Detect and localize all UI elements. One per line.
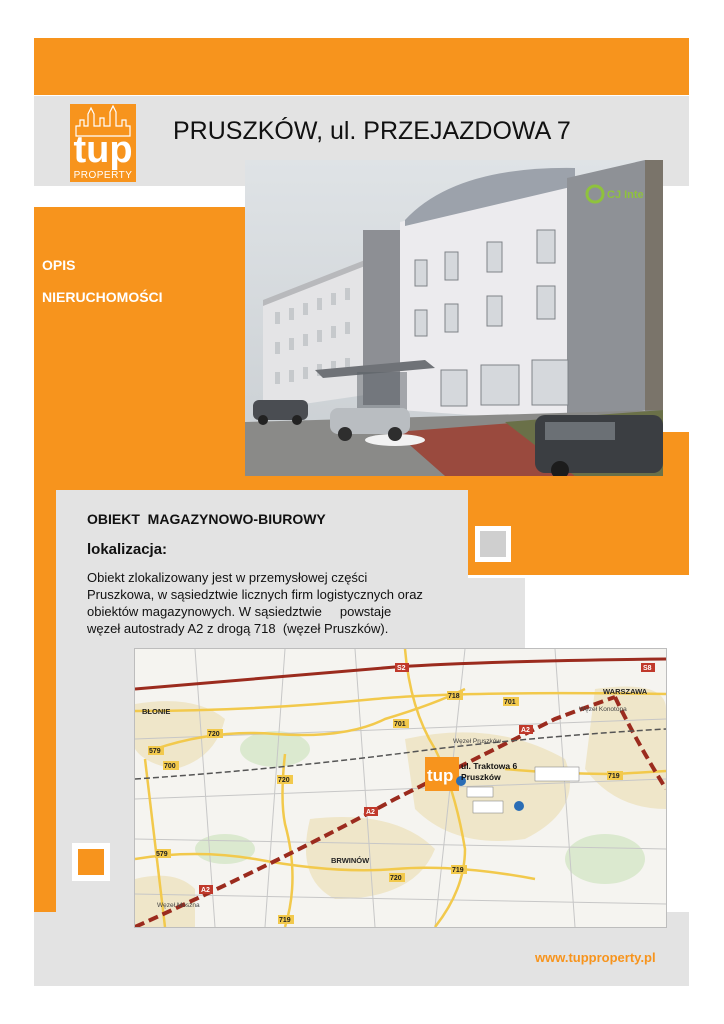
road-label: 701: [394, 721, 406, 728]
road-label: A2: [201, 887, 210, 894]
description-line: obiektów magazynowych. W sąsiedztwie powstaje: [87, 604, 392, 619]
building-photo-graphic: [245, 160, 663, 476]
location-map-graphic: [135, 649, 666, 927]
junction-moszna: Węzeł Moszna: [157, 902, 200, 909]
location-description: [87, 569, 507, 637]
top-orange-band: [34, 38, 689, 95]
road-label: 719: [608, 773, 620, 780]
section-label-nieruchomosci: NIERUCHOMOŚCI: [42, 289, 163, 305]
road-label: 718: [448, 693, 460, 700]
junction-konotopa: Węzeł Konotopa: [579, 706, 627, 713]
road-label: 700: [164, 763, 176, 770]
building-photo: [245, 160, 663, 476]
map-logo-word: tup: [427, 766, 454, 785]
description-line: węzeł autostrady A2 z drogą 718 (węzeł Pruszków).: [87, 621, 389, 636]
logo-word: tup: [73, 129, 133, 171]
road-label: 719: [279, 917, 291, 924]
road-label: A2: [521, 727, 530, 734]
town-brwinow: BRWINÓW: [331, 856, 370, 865]
road-label: S8: [643, 665, 652, 672]
road-label: 579: [156, 851, 168, 858]
decor-square-orange: [78, 849, 104, 875]
description-line: Obiekt zlokalizowany jest w przemysłowej części: [87, 570, 368, 585]
junction-pruszkow: Węzeł Pruszków: [453, 738, 502, 745]
decor-square-grey: [480, 531, 506, 557]
town-blonie: BŁONIE: [142, 707, 171, 716]
location-subheading: lokalizacja:: [87, 541, 168, 558]
road-label: S2: [397, 665, 406, 672]
building-sign-text: CJ Inte: [607, 189, 644, 201]
page-title: PRUSZKÓW, ul. PRZEJAZDOWA 7: [173, 117, 571, 145]
town-warszawa: WARSZAWA: [603, 687, 648, 696]
section-label-opis: OPIS: [42, 257, 76, 273]
map-address-city: Pruszków: [461, 772, 501, 782]
logo-subtext: PROPERTY: [73, 170, 133, 181]
road-label: 720: [208, 731, 220, 738]
location-map: [134, 648, 667, 928]
road-label: 719: [452, 867, 464, 874]
website-link[interactable]: www.tupproperty.pl: [535, 950, 656, 965]
road-label: 720: [390, 875, 402, 882]
road-label: 720: [278, 777, 290, 784]
map-address-street: ul. Traktowa 6: [461, 761, 518, 771]
property-type-heading: OBIEKT MAGAZYNOWO-BIUROWY: [87, 511, 326, 527]
tup-logo: [70, 104, 136, 182]
road-label: 579: [149, 748, 161, 755]
road-label: 701: [504, 699, 516, 706]
description-line: Pruszkowa, w sąsiedztwie licznych firm logistycznych oraz: [87, 587, 423, 602]
car-dark-right: [535, 415, 663, 476]
road-label: A2: [366, 809, 375, 816]
